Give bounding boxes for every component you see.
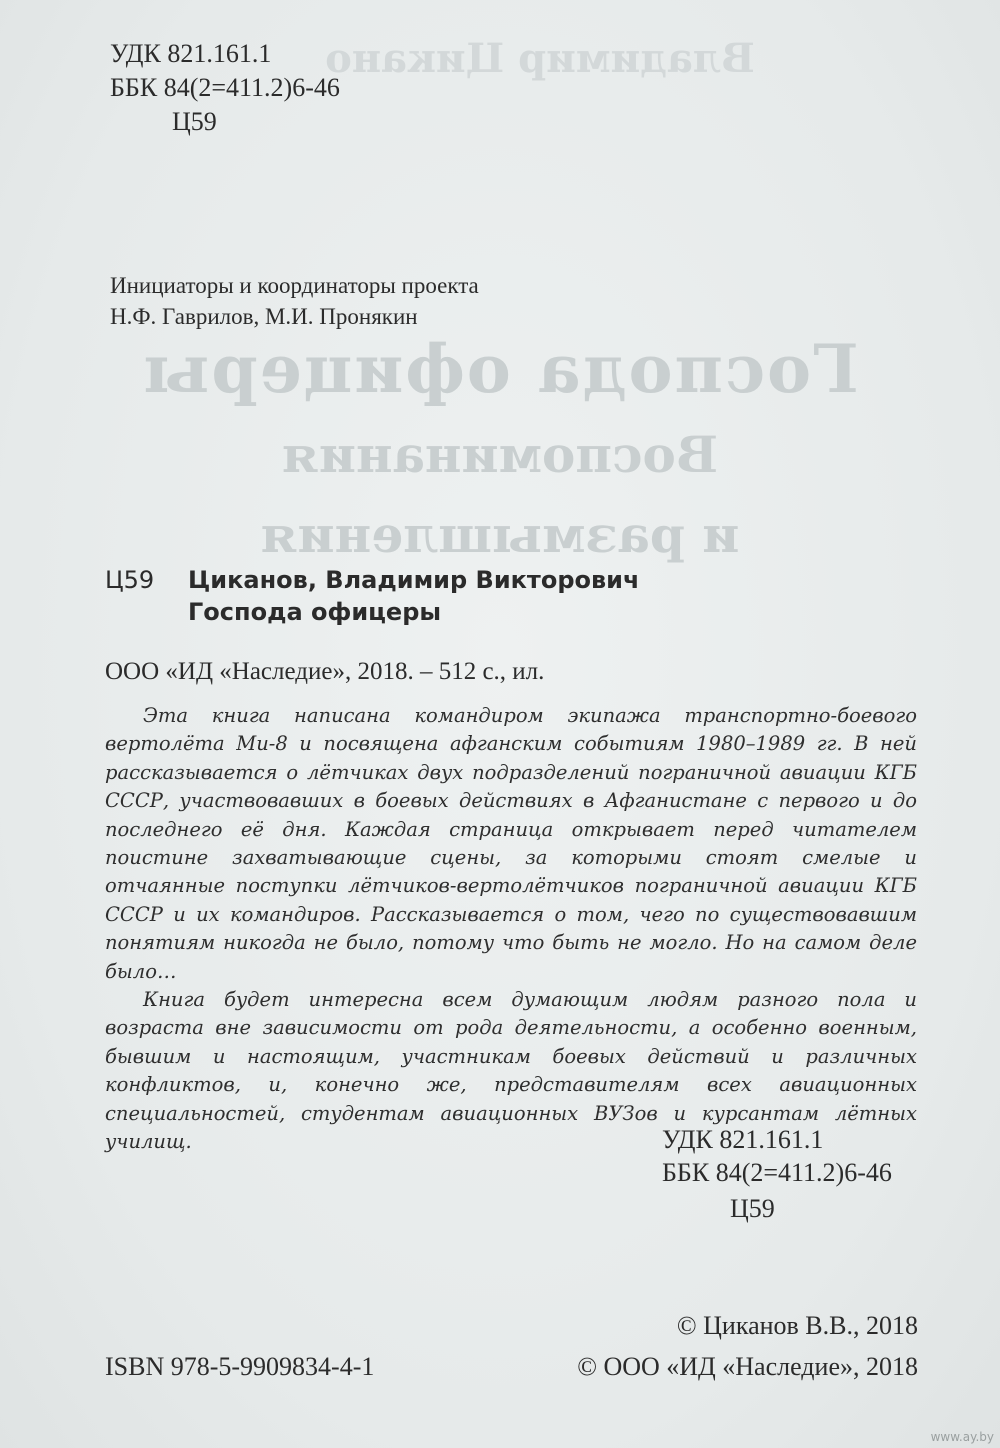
top-udk-code: УДК 821.161.1 bbox=[110, 39, 272, 68]
initiators-label: Инициаторы и координаторы проекта bbox=[110, 273, 479, 298]
bottom-bbk-code: ББК 84(2=411.2)6-46 bbox=[662, 1158, 892, 1187]
site-watermark: www.ay.by bbox=[930, 1430, 994, 1444]
bottom-author-mark: Ц59 bbox=[730, 1194, 775, 1223]
bib-author-mark: Ц59 bbox=[105, 566, 155, 594]
top-bbk-code: ББК 84(2=411.2)6-46 bbox=[110, 73, 340, 102]
annotation-paragraph-1: Эта книга написана командиром экипажа транспортно-боевого вертолёта Ми-8 и посвящена афганским событиям 1980–1989 гг. В ней рассказывается о лётчиках двух подразделений пограничной авиации КГБ СССР, участвовавших в боевых действиях в Афганистане с первого и до последнего её дня. Каждая страница открывает перед читателем поистине захватывающие сцены, за которыми стоят смелые и отчаянные поступки лётчиков-вертолётчиков пограничной авиации КГБ СССР и их командиров. Рассказывается о том, чего по существовавшим понятиям никогда не было, потому что быть не могло. Но на самом деле было… bbox=[105, 704, 917, 983]
annotation bbox=[105, 702, 917, 1157]
bleed-through-subtitle-1: Воспоминания bbox=[281, 425, 719, 484]
top-author-mark: Ц59 bbox=[172, 107, 217, 136]
bleed-through-title: Господа офицеры bbox=[141, 330, 859, 408]
bleed-through-subtitle-2: и размышления bbox=[260, 505, 740, 564]
bleed-through-author: Владимир Цикано bbox=[325, 35, 755, 82]
copyright-publisher: © ООО «ИД «Наследие», 2018 bbox=[577, 1352, 918, 1381]
isbn: ISBN 978-5-9909834-4-1 bbox=[105, 1352, 375, 1381]
bib-imprint: ООО «ИД «Наследие», 2018. – 512 с., ил. bbox=[105, 658, 545, 685]
initiators-names: Н.Ф. Гаврилов, М.И. Пронякин bbox=[110, 304, 418, 329]
annotation-paragraph-2: Книга будет интересна всем думающим людям разного пола и возраста вне зависимости от рода деятельности, а особенно военным, бывшим и настоящим, участникам боевых действий и различных конфликтов, и, конечно же, представителям всех авиационных специальностей, студентам авиационных ВУЗов и курсантам лётных училищ. bbox=[105, 988, 917, 1154]
bib-author: Циканов, Владимир Викторович bbox=[188, 566, 640, 594]
bottom-udk-code: УДК 821.161.1 bbox=[662, 1125, 824, 1154]
copyright-author: © Циканов В.В., 2018 bbox=[676, 1311, 918, 1340]
bib-title: Господа офицеры bbox=[188, 598, 442, 626]
